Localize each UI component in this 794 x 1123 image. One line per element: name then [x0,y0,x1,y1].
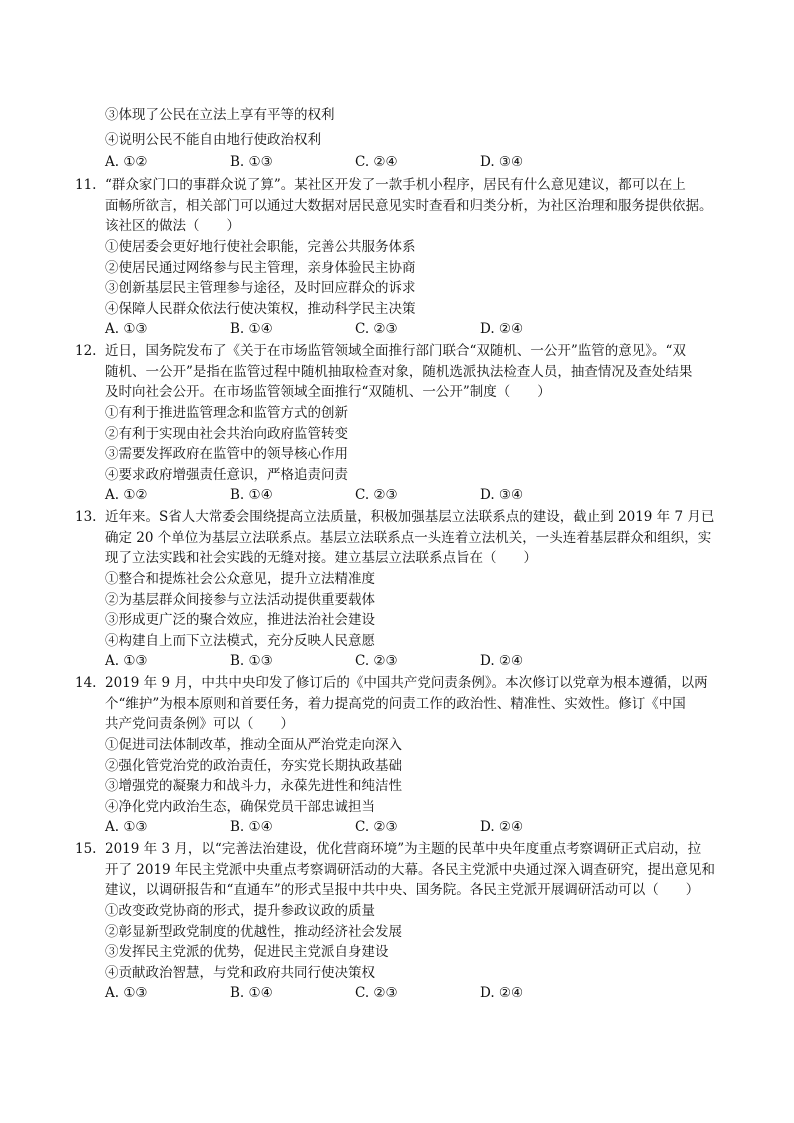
question-stem-line: “群众家门口的事群众说了算”。某社区开发了一款手机小程序，居民有什么意见建议，都可以在上 [105,177,686,193]
choice-a: A. ①② [105,154,148,170]
choice-d: D. ③④ [480,154,524,170]
choice-b: B. ①③ [230,154,273,170]
option-line: ②强化管党治党的政治责任，夯实党长期执政基础 [105,758,402,774]
option-line: ④贡献政治智慧，与党和政府共同行使决策权 [105,965,375,981]
choice-b: B. ①④ [230,819,273,835]
question-stem-line: 建议，以调研报告和“直通车”的形式呈报中共中央、国务院。各民主党派开展调研活动可以（ ） [105,882,700,898]
option-line: ①整合和提炼社会公众意见，提升立法精准度 [105,571,375,587]
choice-d: D. ②④ [480,819,524,835]
choice-d: D. ②④ [480,653,524,669]
option-line: ④构建自上而下立法模式，充分反映人民意愿 [105,633,375,649]
choice-c: C. ②③ [355,321,398,337]
option-line: ②有利于实现由社会共治向政府监管转变 [105,426,348,442]
question-stem-line: 近日，国务院发布了《关于在市场监管领域全面推行部门联合“双随机、一公开”监管的意见》。“双 [105,343,686,359]
choice-c: C. ②③ [355,487,398,503]
question-number: 14. [75,675,97,691]
question-stem-line: 个“维护”为根本原则和首要任务，着力提高党的问责工作的政治性、精准性、实效性。修订《中国 [105,696,686,712]
choice-d: D. ②④ [480,985,524,1001]
choice-b: B. ①④ [230,487,273,503]
choice-a: A. ①② [105,487,148,503]
option-line: ④要求政府增强责任意识，严格追责问责 [105,467,348,483]
answer-choices [105,817,705,837]
option-line: ②彰显新型政党制度的优越性，推动经济社会发展 [105,924,402,940]
question-number: 15. [75,841,97,857]
question-stem-line: 及时向社会公开。在市场监管领域全面推行“双随机、一公开”制度（ ） [105,384,551,400]
option-line: ③形成更广泛的聚合效应，推进法治社会建设 [105,612,375,628]
choice-a: A. ①③ [105,321,148,337]
question-stem-line: 现了立法实践和社会实践的无缝对接。建立基层立法联系点旨在（ ） [105,550,537,566]
choice-d: D. ③④ [480,487,524,503]
question-number: 13. [75,509,97,525]
question-stem-line: 共产党问责条例》可以（ ） [105,716,294,732]
option-line: ③增强党的凝聚力和战斗力，永葆先进性和纯洁性 [105,778,402,794]
question-stem-line: 确定 20 个单位为基层立法联系点。基层立法联系点一头连着立法机关，一头连着基层群众和组织，实 [105,530,712,546]
option-line: ④保障人民群众依法行使决策权，推动科学民主决策 [105,301,416,317]
choice-b: B. ①④ [230,985,273,1001]
option-line: ①改变政党协商的形式，提升参政议政的质量 [105,903,375,919]
option-line: ③体现了公民在立法上享有平等的权利 [105,107,335,123]
option-line: ④净化党内政治生态，确保党员干部忠诚担当 [105,799,375,815]
choice-c: C. ②③ [355,985,398,1001]
answer-choices [105,152,705,172]
choice-c: C. ②③ [355,819,398,835]
option-line: ①促进司法体制改革，推动全面从严治党走向深入 [105,737,402,753]
option-line: ③需要发挥政府在监管中的领导核心作用 [105,446,348,462]
choice-a: A. ①③ [105,653,148,669]
option-line: ④说明公民不能自由地行使政治权利 [105,132,321,148]
choice-b: B. ①③ [230,653,273,669]
choice-c: C. ②④ [355,154,398,170]
question-number: 11. [75,177,97,193]
question-stem-line: 开了 2019 年民主党派中央重点考察调研活动的大幕。各民主党派中央通过深入调查研究，提出意见和 [105,862,715,878]
answer-choices [105,485,705,505]
option-line: ③发挥民主党派的优势，促进民主党派自身建设 [105,944,389,960]
question-stem-line: 2019 年 3 月，以“完善法治建设，优化营商环境”为主题的民革中央年度重点考察调研正式启动，拉 [105,841,702,857]
answer-choices [105,319,705,339]
option-line: ②为基层群众间接参与立法活动提供重要载体 [105,592,375,608]
question-stem-line: 2019 年 9 月，中共中央印发了修订后的《中国共产党问责条例》。本次修订以党章为根本遵循，以两 [105,675,708,691]
option-line: ②使居民通过网络参与民主管理，亲身体验民主协商 [105,260,416,276]
choice-c: C. ②③ [355,653,398,669]
answer-choices [105,651,705,671]
choice-d: D. ②④ [480,321,524,337]
question-stem-line: 近年来。S省人大常委会围绕提高立法质量，积极加强基层立法联系点的建设，截止到 2019 年 7 月已 [105,509,715,525]
answer-choices [105,983,705,1003]
question-stem-line: 该社区的做法（ ） [105,218,240,234]
question-stem-line: 随机、一公开”是指在监管过程中随机抽取检查对象，随机选派执法检查人员，抽查情况及查处结果 [105,364,693,380]
option-line: ①有利于推进监管理念和监管方式的创新 [105,405,348,421]
question-number: 12. [75,343,97,359]
option-line: ①使居委会更好地行使社会职能，完善公共服务体系 [105,239,416,255]
choice-b: B. ①④ [230,321,273,337]
choice-a: A. ①③ [105,819,148,835]
choice-a: A. ①③ [105,985,148,1001]
question-stem-line: 面畅所欲言，相关部门可以通过大数据对居民意见实时查看和归类分析，为社区治理和服务提供依据。 [105,198,713,214]
option-line: ③创新基层民主管理参与途径，及时回应群众的诉求 [105,280,416,296]
